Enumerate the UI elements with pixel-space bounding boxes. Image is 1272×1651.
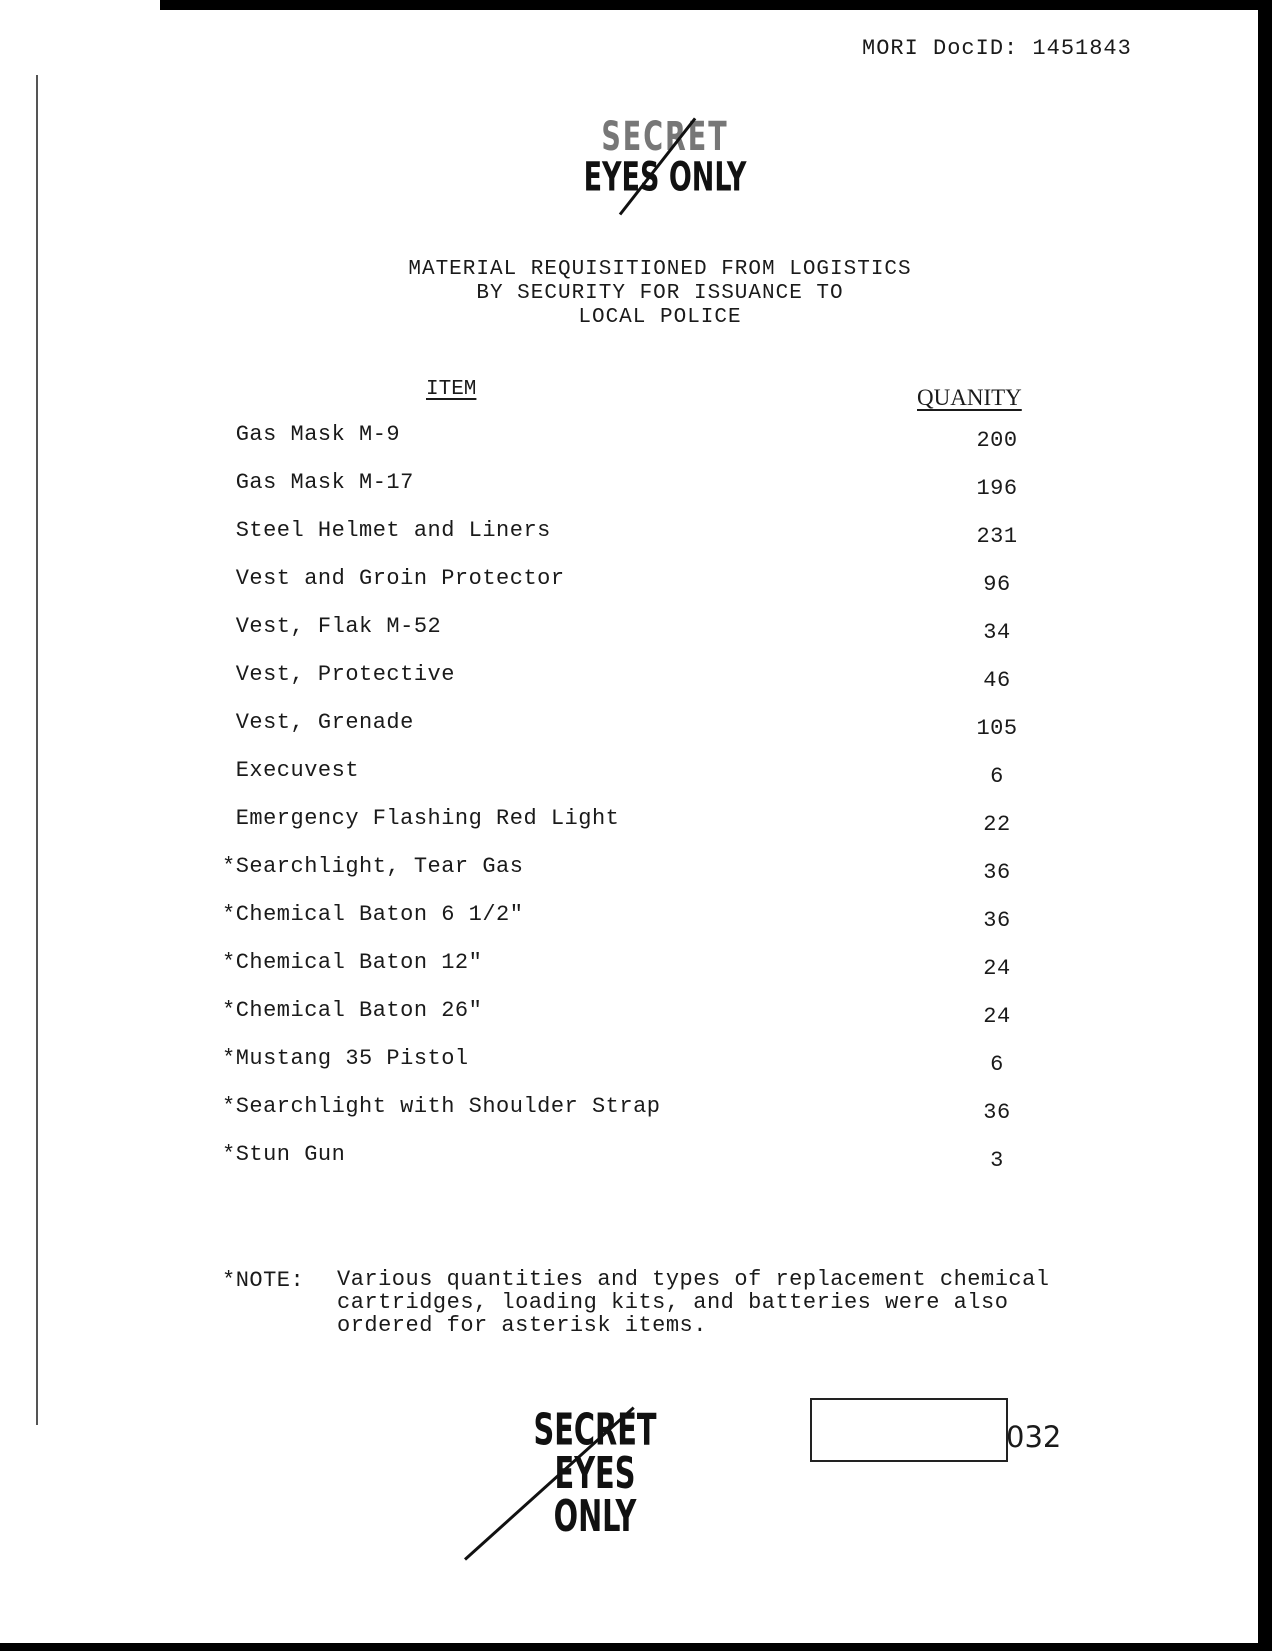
item-quantity: 34 — [983, 620, 1011, 645]
item-name: Execuvest — [222, 758, 360, 783]
redaction-box — [810, 1398, 1008, 1462]
requisition-table — [222, 422, 1018, 1190]
item-name: *Stun Gun — [222, 1142, 346, 1167]
table-row — [222, 1142, 1002, 1190]
scan-border-top — [160, 0, 1272, 10]
table-row — [222, 854, 1011, 902]
doc-id: MORI DocID: 1451843 — [862, 36, 1132, 61]
item-name: *Mustang 35 Pistol — [222, 1046, 469, 1071]
document-title — [340, 258, 980, 330]
item-quantity: 24 — [983, 956, 1011, 981]
stamp-top-line2: EYES ONLY — [583, 153, 747, 202]
item-quantity: 6 — [990, 1052, 1004, 1077]
item-name: Gas Mask M-9 — [222, 422, 401, 447]
item-name: Vest, Flak M-52 — [222, 614, 442, 639]
stamp-bottom-line1: SECRET — [533, 1404, 657, 1456]
item-name: Steel Helmet and Liners — [222, 518, 551, 543]
title-line3: LOCAL POLICE — [578, 306, 742, 329]
item-quantity: 36 — [983, 908, 1011, 933]
item-quantity: 24 — [983, 1004, 1011, 1029]
classification-stamp-bottom — [510, 1404, 680, 1542]
table-row — [222, 566, 1011, 614]
table-row — [222, 902, 1011, 950]
item-quantity: 36 — [983, 860, 1011, 885]
table-row — [222, 1046, 1002, 1094]
table-row — [222, 806, 1011, 854]
table-row — [222, 422, 1018, 470]
item-name: *Chemical Baton 6 1/2" — [222, 902, 524, 927]
scan-border-bottom — [0, 1643, 1272, 1651]
table-row — [222, 950, 1011, 998]
title-line1: MATERIAL REQUISITIONED FROM LOGISTICS — [408, 258, 912, 281]
table-row — [222, 758, 1002, 806]
stamp-bottom-line2: EYES ONLY — [553, 1447, 637, 1542]
item-quantity: 96 — [983, 572, 1011, 597]
footnote-text: Various quantities and types of replacement chemical cartridges, loading kits, and batteries were also ordered for asterisk items. — [337, 1267, 1050, 1338]
item-quantity: 22 — [983, 812, 1011, 837]
table-row — [222, 614, 1011, 662]
item-quantity: 200 — [976, 428, 1018, 453]
item-quantity: 196 — [976, 476, 1018, 501]
item-name: Emergency Flashing Red Light — [222, 806, 620, 831]
item-name: Vest, Protective — [222, 662, 455, 687]
page-number: 032 — [1006, 1420, 1062, 1454]
item-name: *Chemical Baton 12" — [222, 950, 483, 975]
quantity-column-header: QUANITY — [917, 385, 1022, 410]
item-quantity: 6 — [990, 764, 1004, 789]
title-line2: BY SECURITY FOR ISSUANCE TO — [476, 282, 844, 305]
table-row — [222, 998, 1011, 1046]
item-quantity: 46 — [983, 668, 1011, 693]
item-name: *Chemical Baton 26" — [222, 998, 483, 1023]
item-quantity: 3 — [990, 1148, 1004, 1173]
item-column-header: ITEM — [426, 378, 477, 401]
table-row — [222, 710, 1018, 758]
footnote-label: *NOTE: — [222, 1268, 305, 1293]
item-name: Gas Mask M-17 — [222, 470, 414, 495]
margin-line — [36, 75, 38, 1425]
item-name: *Searchlight, Tear Gas — [222, 854, 524, 879]
item-quantity: 36 — [983, 1100, 1011, 1125]
table-row — [222, 662, 1011, 710]
item-name: Vest and Groin Protector — [222, 566, 565, 591]
table-row — [222, 1094, 1011, 1142]
item-name: *Searchlight with Shoulder Strap — [222, 1094, 661, 1119]
item-name: Vest, Grenade — [222, 710, 414, 735]
stamp-top-line1: SECRET — [601, 113, 729, 161]
item-quantity: 231 — [976, 524, 1018, 549]
table-row — [222, 470, 1018, 518]
table-row — [222, 518, 1018, 566]
item-quantity: 105 — [976, 716, 1018, 741]
scan-border-right — [1258, 0, 1272, 1651]
